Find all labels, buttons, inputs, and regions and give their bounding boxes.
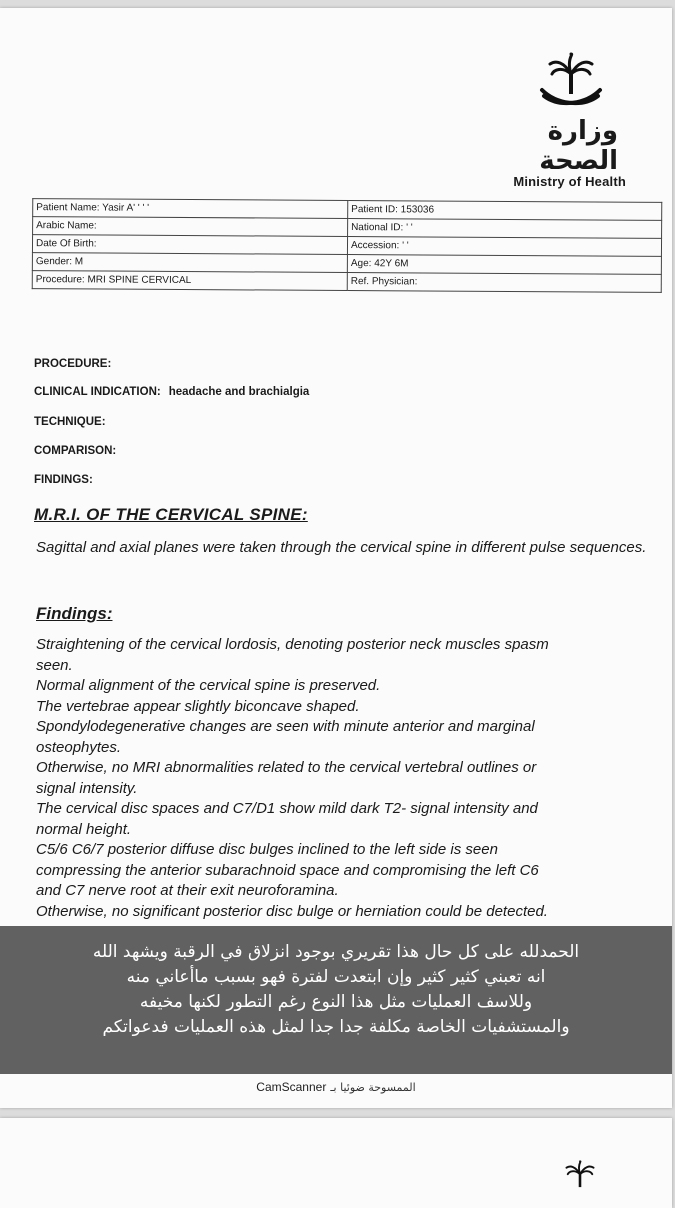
findings-line: Straightening of the cervical lordosis, denoting posterior neck muscles spasm xyxy=(36,636,549,653)
caption-line: الحمدلله على كل حال هذا تقريري بوجود انزلاق في الرقبة ويشهد الله xyxy=(92,942,580,962)
gender-cell: Gender: M xyxy=(32,253,347,273)
clinical-indication-value: headache and brachialgia xyxy=(168,386,310,398)
patient-info-table xyxy=(32,198,663,293)
ministry-name-english: Ministry of Health xyxy=(513,174,626,189)
findings-line: normal height. xyxy=(36,820,132,838)
ministry-name-arabic: وزارة الصحة xyxy=(539,116,618,176)
findings-line: and C7 nerve root at their exit neuroforamina. xyxy=(36,882,339,899)
findings-line: C5/6 C6/7 posterior diffuse disc bulges inclined to the left side is seen xyxy=(36,841,498,858)
findings-line: osteophytes. xyxy=(36,738,122,756)
ref-physician-cell: Ref. Physician: xyxy=(347,273,661,293)
dob-cell: Date Of Birth: xyxy=(32,235,347,255)
table-row xyxy=(32,271,661,293)
findings-heading: Findings: xyxy=(36,604,113,623)
findings-line: Normal alignment of the cervical spine is preserved. xyxy=(36,677,381,694)
clinical-indication-label: CLINICAL INDICATION: xyxy=(34,386,161,398)
technique-label: TECHNIQUE: xyxy=(34,416,106,428)
arabic-caption-overlay xyxy=(0,926,672,1074)
findings-line: Spondylodegenerative changes are seen with minute anterior and marginal xyxy=(36,718,535,735)
findings-line: The cervical disc spaces and C7/D1 show mild dark T2- signal intensity and xyxy=(36,800,538,817)
clinical-indication xyxy=(34,386,309,398)
ministry-logo xyxy=(498,52,648,189)
arabic-name-cell: Arabic Name: xyxy=(33,217,348,237)
report-intro: Sagittal and axial planes were taken through the cervical spine in different pulse sequences. xyxy=(36,539,647,556)
caption-line: وللاسف العمليات مثل هذا النوع رغم التطور لكنها مخيفه xyxy=(139,992,533,1012)
camscanner-label: CamScanner xyxy=(256,1080,327,1094)
findings-line: The vertebrae appear slightly biconcave shaped. xyxy=(36,697,360,715)
findings-line: Otherwise, no significant posterior disc bulge or herniation could be detected. xyxy=(36,902,548,920)
age-cell: Age: 42Y 6M xyxy=(347,255,661,275)
patient-id-cell: Patient ID: 153036 xyxy=(348,201,662,221)
report-page xyxy=(0,8,672,1108)
findings-line: seen. xyxy=(36,656,73,674)
next-page-preview xyxy=(0,1118,672,1208)
findings-label: FINDINGS: xyxy=(34,474,93,486)
comparison-label: COMPARISON: xyxy=(34,445,117,457)
patient-name-cell: Patient Name: Yasir A' ' ' ' xyxy=(33,199,348,219)
palm-swords-emblem-icon xyxy=(555,1160,605,1200)
camscanner-arabic-label: الممسوحة ضوئيا بـ xyxy=(330,1081,416,1094)
findings-line: compressing the anterior subarachnoid space and compromising the left C6 xyxy=(36,861,539,879)
camscanner-watermark xyxy=(0,1080,672,1094)
findings-line: signal intensity. xyxy=(36,779,138,797)
procedure-cell: Procedure: MRI SPINE CERVICAL xyxy=(32,271,347,291)
national-id-cell: National ID: ' ' xyxy=(348,219,662,239)
caption-line: انه تعبني كثير كثير وإن ابتعدت لفترة فهو بسبب ماأعاني منه xyxy=(126,967,546,987)
findings-list xyxy=(36,635,651,922)
procedure-label: PROCEDURE: xyxy=(34,358,112,370)
accession-cell: Accession: ' ' xyxy=(347,237,661,257)
palm-swords-emblem-icon xyxy=(536,52,606,114)
findings-line: Otherwise, no MRI abnormalities related to the cervical vertebral outlines or xyxy=(36,759,537,776)
report-title: M.R.I. OF THE CERVICAL SPINE: xyxy=(34,505,308,524)
caption-line: والمستشفيات الخاصة مكلفة جدا جدا لمثل هذه العمليات فدعواتكم xyxy=(102,1017,570,1037)
